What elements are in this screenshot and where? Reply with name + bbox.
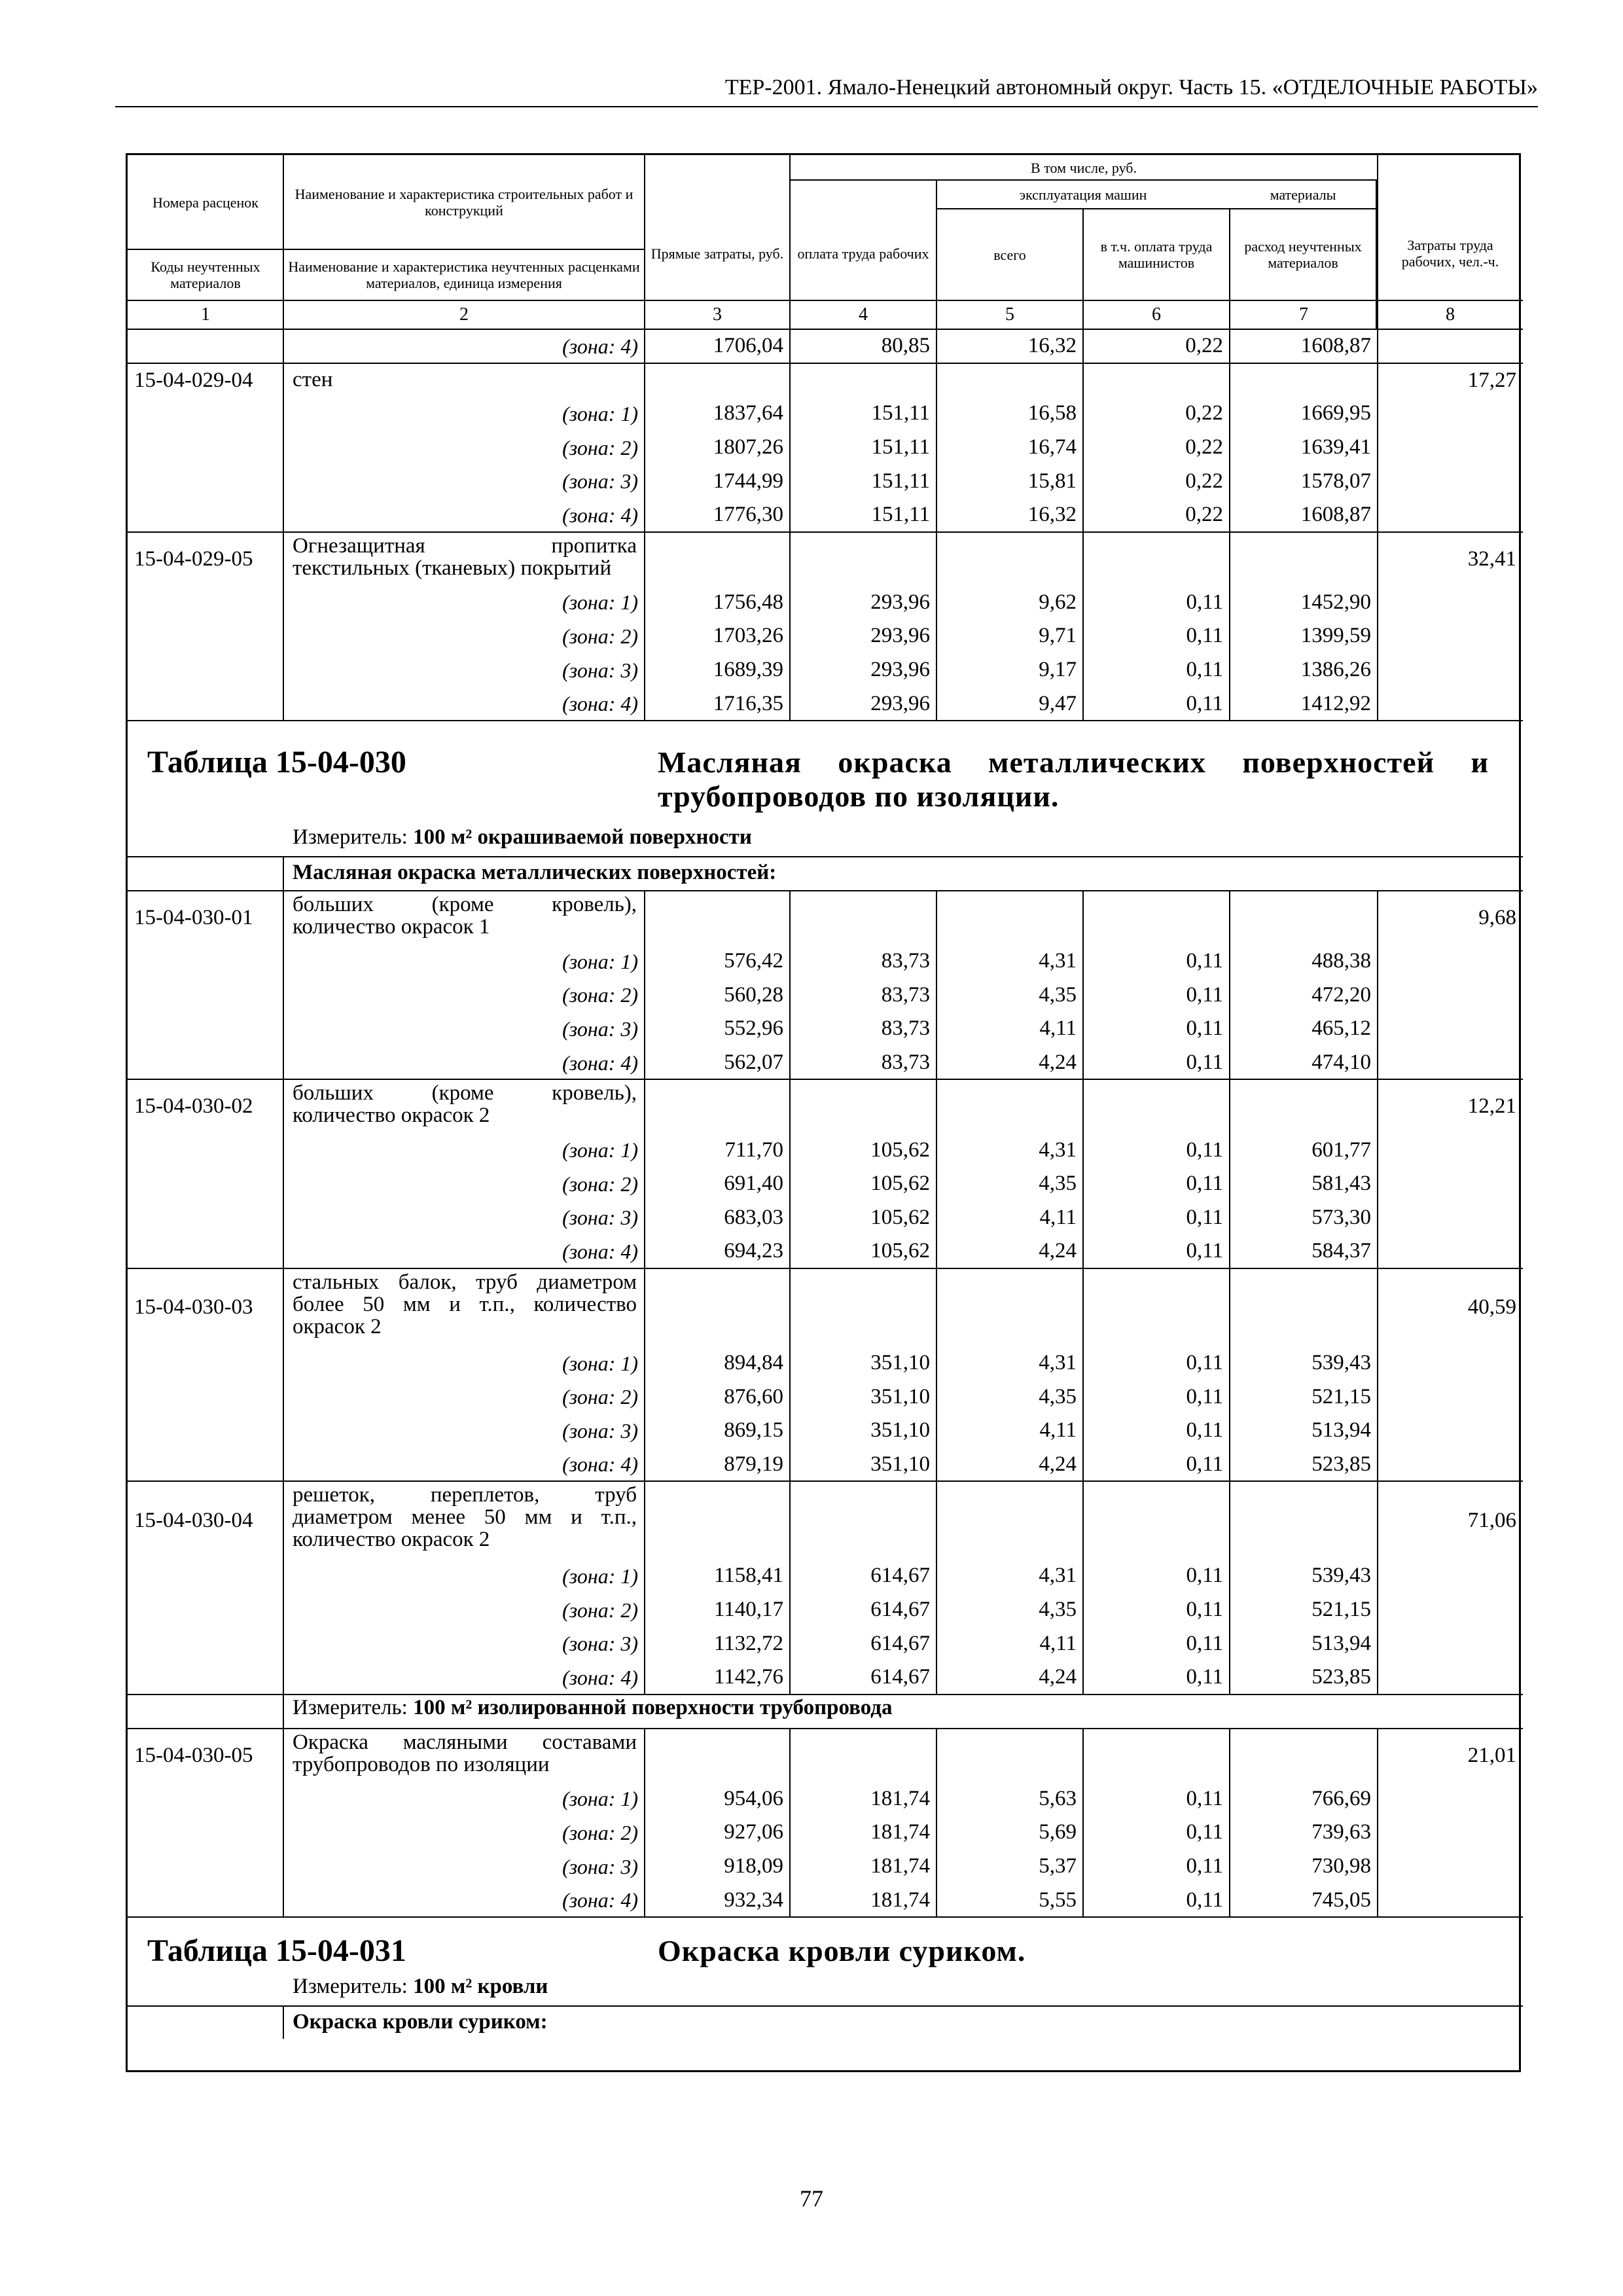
direct-costs: 1706,04 [713,334,783,358]
materials-cost: 472,20 [1311,982,1371,1007]
rate-code: 15-04-030-05 [134,1743,253,1767]
direct-costs: 869,15 [724,1418,783,1443]
machines-total: 4,24 [1039,1665,1077,1689]
zone-label: (зона: 1) [562,401,638,425]
materials-cost: 730,98 [1311,1854,1371,1878]
machines-total: 4,24 [1039,1452,1077,1476]
machinist-wages: 0,22 [1185,469,1223,493]
column-number: 7 [1299,304,1308,325]
machinist-wages: 0,11 [1186,982,1223,1007]
direct-costs: 1158,41 [713,1564,783,1588]
meter-value: 100 м² изолированной поверхности трубопровода [413,1695,893,1719]
zone-label: (зона: 3) [562,1418,638,1443]
materials-cost: 539,43 [1311,1351,1371,1375]
machinist-wages: 0,22 [1185,503,1223,527]
machines-total: 16,58 [1027,401,1077,425]
machines-total: 4,24 [1039,1239,1077,1263]
zone-label: (зона: 2) [562,435,638,459]
zone-label: (зона: 3) [562,1632,638,1656]
machinist-wages: 0,11 [1186,1665,1223,1689]
labor-cost: 21,01 [1467,1743,1516,1767]
materials-cost: 513,94 [1311,1418,1371,1443]
meter-line [293,1976,548,1998]
machines-header: эксплуатация машин [1019,186,1147,203]
machines-total: 4,35 [1039,1172,1077,1196]
col-machines-total-header: всего [993,246,1026,263]
rate-code: 15-04-029-05 [134,547,253,571]
worker-wages: 83,73 [881,1016,930,1041]
page-number: 77 [800,2185,823,2212]
machines-total: 9,47 [1039,691,1077,715]
table-title: Масляная окраска металлических поверхностей и трубопроводов по изоляции. [658,745,1489,813]
machines-total: 5,55 [1039,1888,1077,1912]
section-rule [128,890,1523,891]
worker-wages: 293,96 [870,590,930,614]
materials-cost: 521,15 [1311,1384,1371,1408]
zone-label: (зона: 4) [562,1452,638,1477]
col-wages-header: оплата труда рабочих [797,245,929,262]
materials-cost: 573,30 [1311,1205,1371,1229]
machines-total: 9,62 [1039,590,1077,614]
section-title: Масляная окраска металлических поверхностей: [293,861,777,884]
worker-wages: 83,73 [881,949,930,973]
zone-label: (зона: 2) [562,624,638,648]
direct-costs: 562,07 [724,1050,783,1075]
machines-total: 5,63 [1039,1786,1077,1810]
direct-costs: 927,06 [724,1820,783,1844]
section-rule [128,856,1523,857]
column-rule [283,1695,284,1729]
meter-value: 100 м² окрашиваемой поверхности [413,825,752,849]
direct-costs: 691,40 [724,1172,783,1196]
materials-cost: 523,85 [1311,1665,1371,1689]
labor-cost: 71,06 [1467,1508,1516,1532]
machinist-wages: 0,11 [1186,1598,1223,1622]
materials-cost: 766,69 [1311,1786,1371,1810]
column-rule [644,329,645,721]
table-number: Таблица 15-04-031 [147,1933,406,1968]
direct-costs: 1142,76 [713,1665,783,1689]
zone-label: (зона: 1) [562,1138,638,1162]
column-rule [789,329,791,721]
machinist-wages: 0,11 [1186,1452,1223,1476]
direct-costs: 1689,39 [713,658,783,682]
column-number: 8 [1446,304,1455,325]
direct-costs: 879,19 [724,1452,783,1476]
materials-cost: 513,94 [1311,1631,1371,1655]
table-number: Таблица 15-04-030 [147,745,406,780]
machines-total: 5,37 [1039,1854,1077,1878]
worker-wages: 293,96 [870,624,930,648]
work-name: больших (кроме кровель), количество окрасок 1 [293,893,637,939]
machinist-wages: 0,11 [1186,691,1223,715]
price-table [126,153,1521,2072]
direct-costs: 552,96 [724,1016,783,1041]
machinist-wages: 0,11 [1186,949,1223,973]
materials-cost: 739,63 [1311,1820,1371,1844]
zone-label: (зона: 2) [562,1820,638,1844]
materials-cost: 1578,07 [1300,469,1371,493]
machines-total: 4,35 [1039,1598,1077,1622]
machinist-wages: 0,11 [1186,1172,1223,1196]
machinist-wages: 0,11 [1186,1418,1223,1443]
group-rule [128,531,1523,533]
column-rule [1082,1729,1084,1917]
column-rule [1377,1729,1378,1917]
direct-costs: 876,60 [724,1384,783,1408]
direct-costs: 694,23 [724,1239,783,1263]
column-rule [936,1729,937,1917]
header-rule [115,106,1538,107]
worker-wages: 614,67 [870,1564,930,1588]
col-labor-header: Затраты труда рабочих, чел.-ч. [1401,237,1499,270]
column-number: 2 [459,304,469,325]
direct-costs: 1140,17 [713,1598,783,1622]
materials-cost: 474,10 [1311,1050,1371,1075]
zone-label: (зона: 2) [562,1172,638,1196]
machines-total: 4,24 [1039,1050,1077,1075]
group-rule [128,1079,1523,1080]
labor-cost: 9,68 [1478,906,1516,929]
column-number: 4 [859,304,868,325]
work-name: стен [293,367,333,391]
column-rule [283,2006,284,2039]
meter-label: Измеритель: [293,1695,408,1719]
materials-cost: 523,85 [1311,1452,1371,1476]
column-rule [789,891,791,1695]
work-name: решеток, переплетов, труб диаметром менее 50 мм и т.п., количество окрасок 2 [293,1483,637,1552]
worker-wages: 105,62 [870,1205,930,1229]
machinist-wages: 0,11 [1186,1631,1223,1655]
labor-cost: 40,59 [1467,1295,1516,1319]
column-rule [1377,329,1378,721]
machinist-wages: 0,11 [1186,1786,1223,1810]
machines-total: 4,35 [1039,982,1077,1007]
column-number: 3 [713,304,722,325]
column-rule [1229,891,1230,1695]
column-rule [1229,329,1230,721]
work-name: стальных балок, труб диаметром более 50 мм и т.п., количество окрасок 2 [293,1270,637,1338]
direct-costs: 1132,72 [713,1631,783,1655]
machinist-wages: 0,11 [1186,658,1223,682]
materials-cost: 1669,95 [1300,401,1371,425]
materials-header: материалы [1270,186,1336,203]
direct-costs: 560,28 [724,982,783,1007]
column-rule [936,891,937,1695]
section-rule [128,2005,1523,2007]
machinist-wages: 0,11 [1186,1239,1223,1263]
zone-label: (зона: 1) [562,949,638,973]
direct-costs: 1776,30 [713,503,783,527]
meter-line [293,827,752,848]
section-title: Окраска кровли суриком: [293,2010,548,2034]
zone-label: (зона: 4) [562,503,638,527]
group-rule [128,1916,1523,1918]
col-name-header: Наименование и характеристика строительных работ и конструкций [294,186,633,219]
meter-value: 100 м² кровли [413,1975,548,1998]
zone-label: (зона: 3) [562,469,638,493]
direct-costs: 954,06 [724,1786,783,1810]
materials-cost: 1608,87 [1300,334,1371,358]
column-rule [644,891,645,1695]
machines-total: 5,69 [1039,1820,1077,1844]
column-number: 6 [1152,304,1161,325]
machinist-wages: 0,22 [1185,401,1223,425]
zone-label: (зона: 3) [562,1016,638,1041]
group-rule [128,363,1523,364]
group-rule [128,1694,1523,1695]
materials-cost: 1412,92 [1300,691,1371,715]
machinist-wages: 0,11 [1186,1888,1223,1912]
worker-wages: 293,96 [870,658,930,682]
machines-total: 9,17 [1039,658,1077,682]
rate-code: 15-04-030-01 [134,906,253,929]
materials-cost: 745,05 [1311,1888,1371,1912]
worker-wages: 351,10 [870,1418,930,1443]
worker-wages: 181,74 [870,1854,930,1878]
group-rule [128,1480,1523,1482]
column-rule [283,891,284,1695]
materials-cost: 1639,41 [1300,435,1371,459]
materials-cost: 1386,26 [1300,658,1371,682]
zone-label: (зона: 3) [562,1206,638,1230]
rate-code: 15-04-029-04 [134,368,253,392]
column-rule [1082,891,1084,1695]
machines-total: 9,71 [1039,624,1077,648]
zone-label: (зона: 4) [562,1050,638,1075]
direct-costs: 1807,26 [713,435,783,459]
zone-label: (зона: 3) [562,1854,638,1878]
direct-costs: 711,70 [724,1138,783,1162]
materials-cost: 601,77 [1311,1138,1371,1162]
machines-total: 4,11 [1039,1418,1077,1443]
col-codes-sub-header: Коды неучтенных материалов [151,259,260,291]
direct-costs: 1756,48 [713,590,783,614]
machinist-wages: 0,11 [1186,1050,1223,1075]
col-codes-header: Номера расценок [152,194,259,211]
machinist-wages: 0,11 [1186,1138,1223,1162]
col-name-sub-header: Наименование и характеристика неучтенных расценками материалов, единица измерения [288,259,640,291]
machinist-wages: 0,11 [1186,1016,1223,1041]
machines-total: 16,32 [1027,334,1077,358]
meter-line [293,1697,893,1719]
rate-code: 15-04-030-02 [134,1094,253,1119]
zone-label: (зона: 1) [562,1564,638,1588]
worker-wages: 80,85 [881,334,930,358]
zone-label: (зона: 2) [562,983,638,1007]
materials-cost: 581,43 [1311,1172,1371,1196]
worker-wages: 105,62 [870,1239,930,1263]
worker-wages: 83,73 [881,982,930,1007]
machines-total: 4,31 [1039,1564,1077,1588]
materials-cost: 521,15 [1311,1598,1371,1622]
materials-cost: 1452,90 [1300,590,1371,614]
machines-total: 4,11 [1039,1631,1077,1655]
col-direct-costs-header: Прямые затраты, руб. [651,245,784,262]
rate-code: 15-04-030-04 [134,1508,253,1532]
worker-wages: 151,11 [871,469,930,493]
worker-wages: 181,74 [870,1888,930,1912]
machinist-wages: 0,22 [1185,435,1223,459]
materials-cost: 1608,87 [1300,503,1371,527]
section-rule [128,1728,1523,1729]
worker-wages: 83,73 [881,1050,930,1075]
direct-costs: 932,34 [724,1888,783,1912]
worker-wages: 181,74 [870,1820,930,1844]
machines-total: 16,74 [1027,435,1077,459]
direct-costs: 1837,64 [713,401,783,425]
group-rule [128,720,1523,721]
machinist-wages: 0,11 [1186,1351,1223,1375]
column-rule [789,1729,791,1917]
labor-cost: 32,41 [1467,547,1516,571]
work-name: больших (кроме кровель), количество окрасок 2 [293,1081,637,1128]
zone-label: (зона: 1) [562,590,638,615]
zone-label: (зона: 4) [562,1239,638,1263]
direct-costs: 1716,35 [713,691,783,715]
materials-cost: 488,38 [1311,949,1371,973]
labor-cost: 12,21 [1467,1094,1516,1119]
column-rule [283,857,284,891]
zone-label: (зона: 4) [562,692,638,716]
machines-total: 4,11 [1039,1205,1077,1229]
worker-wages: 293,96 [870,691,930,715]
worker-wages: 614,67 [870,1598,930,1622]
labor-cost: 17,27 [1467,368,1516,392]
running-header: ТЕР-2001. Ямало-Ненецкий автономный округ. Часть 15. «ОТДЕЛОЧНЫЕ РАБОТЫ» [724,75,1538,99]
worker-wages: 151,11 [871,435,930,459]
zone-label: (зона: 4) [562,334,638,358]
column-rule [1082,329,1084,721]
direct-costs: 683,03 [724,1205,783,1229]
machines-total: 4,11 [1039,1016,1077,1041]
machinist-wages: 0,11 [1186,1384,1223,1408]
materials-cost: 539,43 [1311,1564,1371,1588]
machines-total: 16,32 [1027,503,1077,527]
column-number: 5 [1005,304,1014,325]
machines-total: 4,31 [1039,1138,1077,1162]
worker-wages: 105,62 [870,1172,930,1196]
materials-cost: 1399,59 [1300,624,1371,648]
zone-label: (зона: 3) [562,658,638,682]
machinist-wages: 0,11 [1186,1820,1223,1844]
direct-costs: 894,84 [724,1351,783,1375]
col-machinist-wages-header: в т.ч. оплата труда машинистов [1100,238,1213,271]
work-name: Огнезащитная пропитка текстильных (тканевых) покрытий [293,533,637,580]
incl-header: В том числе, руб. [1031,159,1137,176]
zone-label: (зона: 1) [562,1351,638,1375]
work-name: Окраска масляными составами трубопроводов по изоляции [293,1730,637,1776]
worker-wages: 351,10 [870,1384,930,1408]
machines-total: 4,35 [1039,1384,1077,1408]
worker-wages: 151,11 [871,401,930,425]
zone-label: (зона: 4) [562,1888,638,1912]
direct-costs: 1744,99 [713,469,783,493]
column-number: 1 [201,304,210,325]
materials-cost: 584,37 [1311,1239,1371,1263]
zone-label: (зона: 2) [562,1385,638,1409]
column-rule [936,329,937,721]
direct-costs: 576,42 [724,949,783,973]
machines-total: 15,81 [1027,469,1077,493]
column-rule [644,1729,645,1917]
machinist-wages: 0,11 [1186,1564,1223,1588]
machinist-wages: 0,11 [1186,590,1223,614]
worker-wages: 351,10 [870,1351,930,1375]
machinist-wages: 0,11 [1186,1854,1223,1878]
zone-label: (зона: 1) [562,1787,638,1811]
machines-total: 4,31 [1039,1351,1077,1375]
column-rule [1229,1729,1230,1917]
meter-label: Измеритель: [293,1975,408,1998]
column-rule [1377,891,1378,1695]
machinist-wages: 0,11 [1186,1205,1223,1229]
group-rule [128,1268,1523,1269]
column-rule [283,329,284,721]
worker-wages: 151,11 [871,503,930,527]
machines-total: 4,31 [1039,949,1077,973]
worker-wages: 181,74 [870,1786,930,1810]
column-rule [283,1729,284,1917]
materials-cost: 465,12 [1311,1016,1371,1041]
rate-code: 15-04-030-03 [134,1295,253,1319]
worker-wages: 614,67 [870,1631,930,1655]
zone-label: (зона: 4) [562,1665,638,1689]
direct-costs: 918,09 [724,1854,783,1878]
worker-wages: 351,10 [870,1452,930,1476]
col-materials-header: расход неучтенных материалов [1244,238,1362,271]
machinist-wages: 0,11 [1186,624,1223,648]
direct-costs: 1703,26 [713,624,783,648]
machinist-wages: 0,22 [1185,334,1223,358]
table-title: Окраска кровли суриком. [658,1934,1026,1967]
worker-wages: 105,62 [870,1138,930,1162]
worker-wages: 614,67 [870,1665,930,1689]
meter-label: Измеритель: [293,825,408,849]
zone-label: (зона: 2) [562,1598,638,1622]
